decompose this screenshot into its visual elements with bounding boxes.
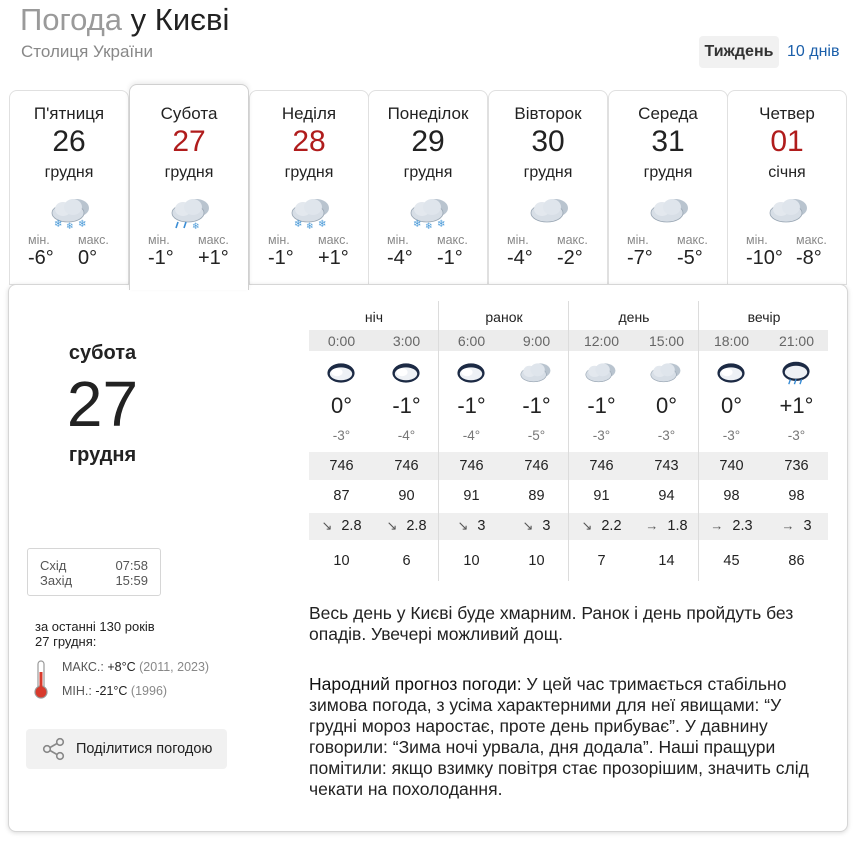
hour-pressure: 743 [654, 458, 679, 474]
overcast-night-icon [451, 357, 491, 389]
max-temp: -1° [437, 247, 463, 269]
svg-text:❄: ❄ [66, 222, 74, 231]
history-date: 27 грудня: [35, 634, 97, 649]
overcast-night-icon [386, 357, 426, 389]
svg-text:❄: ❄ [78, 219, 87, 230]
max-label: макс. [318, 233, 349, 247]
wind-speed: 3 [542, 518, 551, 534]
sunset-time: 15:59 [115, 573, 148, 588]
hour-pressure: 736 [784, 458, 809, 474]
hour-pressure: 740 [719, 458, 744, 474]
hour-humidity: 89 [528, 488, 545, 504]
selected-day-month: грудня [68, 444, 137, 466]
snow-cloud-icon [405, 191, 455, 231]
time-label: 3:00 [392, 333, 421, 349]
selected-day-name: субота [68, 342, 137, 364]
hour-wind [634, 518, 699, 534]
wind-direction-icon: ↘ [386, 518, 398, 533]
folk-forecast-title: Народний прогноз погоди: [309, 674, 522, 694]
period-label: день [618, 309, 650, 325]
day-tab-name: Середа [638, 104, 698, 123]
day-tab-number: 29 [411, 125, 445, 158]
wind-direction-icon: ↘ [581, 518, 593, 533]
wind-direction-icon: ↘ [522, 518, 534, 533]
hour-feels-like: -3° [657, 428, 676, 443]
day-tab-name: Субота [160, 104, 218, 123]
max-temp: +1° [198, 247, 229, 269]
wind-speed: 2.3 [732, 518, 753, 534]
cloud-icon [764, 191, 814, 231]
min-temp: -1° [268, 247, 294, 269]
hour-feels-like: -4° [397, 428, 416, 443]
sunrise-label: Схід [40, 558, 67, 573]
max-label: макс. [78, 233, 109, 247]
wind-speed: 2.2 [601, 518, 622, 534]
hour-wind [439, 518, 504, 534]
cloud-icon [516, 357, 556, 389]
min-label: мін. [28, 233, 50, 247]
max-label: макс. [796, 233, 827, 247]
max-temp: +1° [318, 247, 349, 269]
folk-forecast-text: У цей час тримається стабільно зимова погода, з усіма характерними для неї явищами: “У грудні мороз наростає, проте день прибуває”. У давнину говорили: “Зима ночі урвала, дня додала”. Наші пращури помітили: якщо взимку повітря стає прозорішим, значить слід чекати на похолодання. [309, 674, 809, 799]
hour-precip-probability: 45 [723, 553, 740, 569]
day-tab-number: 26 [52, 125, 86, 158]
svg-text:❄: ❄ [54, 219, 63, 230]
day-tab-month: грудня [643, 164, 693, 181]
hour-wind [504, 518, 569, 534]
hour-humidity: 91 [463, 488, 480, 504]
page-subtitle: Столиця України [21, 42, 154, 61]
day-tab-name: Вівторок [514, 104, 582, 123]
hour-humidity: 91 [593, 488, 610, 504]
day-tab[interactable] [9, 90, 129, 285]
max-temp: 0° [78, 247, 98, 269]
hour-feels-like: -3° [787, 428, 806, 443]
day-tab-month: грудня [164, 164, 214, 181]
min-label: мін. [268, 233, 290, 247]
hour-temp: -1° [392, 393, 421, 418]
day-tab-month: грудня [284, 164, 334, 181]
overcast-night-icon [711, 357, 751, 389]
sunset-label: Захід [40, 573, 73, 588]
day-tab-number: 28 [292, 125, 326, 158]
hour-wind [569, 518, 634, 534]
period-label: ніч [364, 309, 384, 325]
min-label: мін. [746, 233, 768, 247]
min-temp: -4° [507, 247, 533, 269]
day-tab-number: 27 [172, 125, 206, 158]
day-tab-month: грудня [523, 164, 573, 181]
record-min [62, 684, 167, 698]
day-tab-name: Понеділок [387, 104, 469, 123]
svg-text:❄: ❄ [413, 219, 422, 230]
record-max [62, 660, 209, 674]
max-temp: -5° [677, 247, 703, 269]
hour-humidity: 98 [723, 488, 740, 504]
hour-precip-probability: 10 [463, 553, 480, 569]
wind-direction-icon: ↘ [457, 518, 469, 533]
time-label: 18:00 [713, 333, 750, 349]
hour-temp: 0° [655, 393, 678, 418]
hour-pressure: 746 [589, 458, 614, 474]
min-temp: -4° [387, 247, 413, 269]
ten-days-link[interactable]: 10 днів [787, 43, 840, 60]
time-label: 12:00 [583, 333, 620, 349]
week-button[interactable]: Тиждень [699, 36, 779, 68]
hour-precip-probability: 6 [402, 553, 411, 569]
rain-cloud-icon [776, 357, 816, 389]
wind-direction-icon: → [710, 518, 724, 533]
selected-day-number: 27 [66, 368, 139, 440]
hour-feels-like: -5° [527, 428, 546, 443]
title-prefix: Погода [20, 2, 123, 37]
hour-precip-probability: 10 [333, 553, 350, 569]
day-description: Весь день у Києві буде хмарним. Ранок і день пройдуть без опадів. Увечері можливий дощ. [309, 603, 794, 644]
period-label: вечір [747, 309, 781, 325]
wind-speed: 3 [477, 518, 486, 534]
share-button[interactable] [26, 729, 227, 769]
cloud-icon [646, 357, 686, 389]
snow-cloud-icon [286, 191, 336, 231]
hour-temp: 0° [330, 393, 353, 418]
hour-humidity: 90 [398, 488, 415, 504]
min-temp: -10° [746, 247, 783, 269]
time-label: 15:00 [648, 333, 685, 349]
day-tab[interactable] [368, 90, 488, 285]
hour-feels-like: -3° [722, 428, 741, 443]
history-caption: за останні 130 років [35, 619, 155, 634]
svg-text:❄: ❄ [437, 219, 446, 230]
wind-speed: 2.8 [341, 518, 362, 534]
sunrise-time: 07:58 [115, 558, 148, 573]
overcast-night-icon [321, 357, 361, 389]
svg-text:❄: ❄ [425, 222, 433, 231]
max-label: макс. [437, 233, 468, 247]
folk-forecast [309, 674, 829, 800]
day-tab-month: січня [768, 164, 806, 181]
record-max-label: МАКС.: [62, 660, 104, 674]
day-tab-name: Четвер [759, 104, 815, 123]
record-max-value: +8°C [107, 660, 136, 674]
min-temp: -1° [148, 247, 174, 269]
record-min-value: -21°C [95, 684, 128, 698]
min-temp: -6° [28, 247, 54, 269]
max-label: макс. [557, 233, 588, 247]
hour-temp: +1° [779, 393, 814, 418]
svg-text:❄: ❄ [192, 222, 200, 231]
svg-text:❄: ❄ [294, 219, 303, 230]
hour-precip-probability: 10 [528, 553, 545, 569]
time-label: 21:00 [778, 333, 815, 349]
hour-precip-probability: 86 [788, 553, 805, 569]
wind-direction-icon: ↘ [321, 518, 333, 533]
hour-wind [374, 518, 439, 534]
day-tab[interactable] [129, 84, 249, 290]
time-label: 9:00 [522, 333, 551, 349]
hour-wind [309, 518, 374, 534]
svg-text:❄: ❄ [306, 222, 314, 231]
share-label: Поділитися погодою [76, 741, 213, 757]
cloud-icon [645, 191, 695, 231]
hour-temp: -1° [587, 393, 616, 418]
day-tab[interactable] [727, 90, 847, 285]
day-tab-number: 30 [531, 125, 565, 158]
time-label: 6:00 [457, 333, 486, 349]
wind-speed: 3 [803, 518, 812, 534]
day-tab-month: грудня [403, 164, 453, 181]
hour-pressure: 746 [394, 458, 419, 474]
hour-feels-like: -3° [592, 428, 611, 443]
svg-text:❄: ❄ [318, 219, 327, 230]
period-label: ранок [485, 309, 523, 325]
share-icon [41, 737, 67, 761]
hour-pressure: 746 [524, 458, 549, 474]
snow-cloud-icon [46, 191, 96, 231]
day-tab[interactable] [488, 90, 608, 285]
hour-feels-like: -4° [462, 428, 481, 443]
day-tab[interactable] [249, 90, 369, 285]
wind-direction-icon: → [781, 518, 795, 533]
hour-humidity: 87 [333, 488, 350, 504]
cloud-icon [525, 191, 575, 231]
hour-pressure: 746 [329, 458, 354, 474]
thermometer-icon [32, 660, 50, 700]
hour-temp: -1° [457, 393, 486, 418]
hour-precip-probability: 14 [658, 553, 675, 569]
wind-direction-icon: → [645, 518, 659, 533]
time-label: 0:00 [327, 333, 356, 349]
record-min-label: МІН.: [62, 684, 92, 698]
hour-humidity: 94 [658, 488, 675, 504]
record-max-years: (2011, 2023) [139, 660, 210, 674]
hour-wind [699, 518, 764, 534]
hour-precip-probability: 7 [597, 553, 606, 569]
cloud-icon [581, 357, 621, 389]
day-tab[interactable] [608, 90, 728, 285]
day-tab-name: Неділя [281, 104, 337, 123]
max-label: макс. [198, 233, 229, 247]
rain-snow-cloud-icon [166, 191, 216, 231]
wind-speed: 1.8 [667, 518, 688, 534]
hour-feels-like: -3° [332, 428, 351, 443]
sun-times [27, 548, 161, 596]
day-tab-month: грудня [44, 164, 94, 181]
hour-pressure: 746 [459, 458, 484, 474]
wind-speed: 2.8 [406, 518, 427, 534]
hour-wind [764, 518, 829, 534]
day-tab-number: 31 [651, 125, 685, 158]
title-city: у Києві [130, 2, 230, 37]
day-tab-number: 01 [770, 125, 804, 158]
record-min-years: (1996) [130, 684, 168, 698]
hour-temp: 0° [720, 393, 743, 418]
max-temp: -2° [557, 247, 583, 269]
day-tab-name: П'ятниця [33, 104, 105, 123]
max-label: макс. [677, 233, 708, 247]
min-temp: -7° [627, 247, 653, 269]
hour-temp: -1° [522, 393, 551, 418]
hour-humidity: 98 [788, 488, 805, 504]
max-temp: -8° [796, 247, 822, 269]
min-label: мін. [507, 233, 529, 247]
min-label: мін. [627, 233, 649, 247]
min-label: мін. [387, 233, 409, 247]
page-title [20, 2, 229, 38]
min-label: мін. [148, 233, 170, 247]
